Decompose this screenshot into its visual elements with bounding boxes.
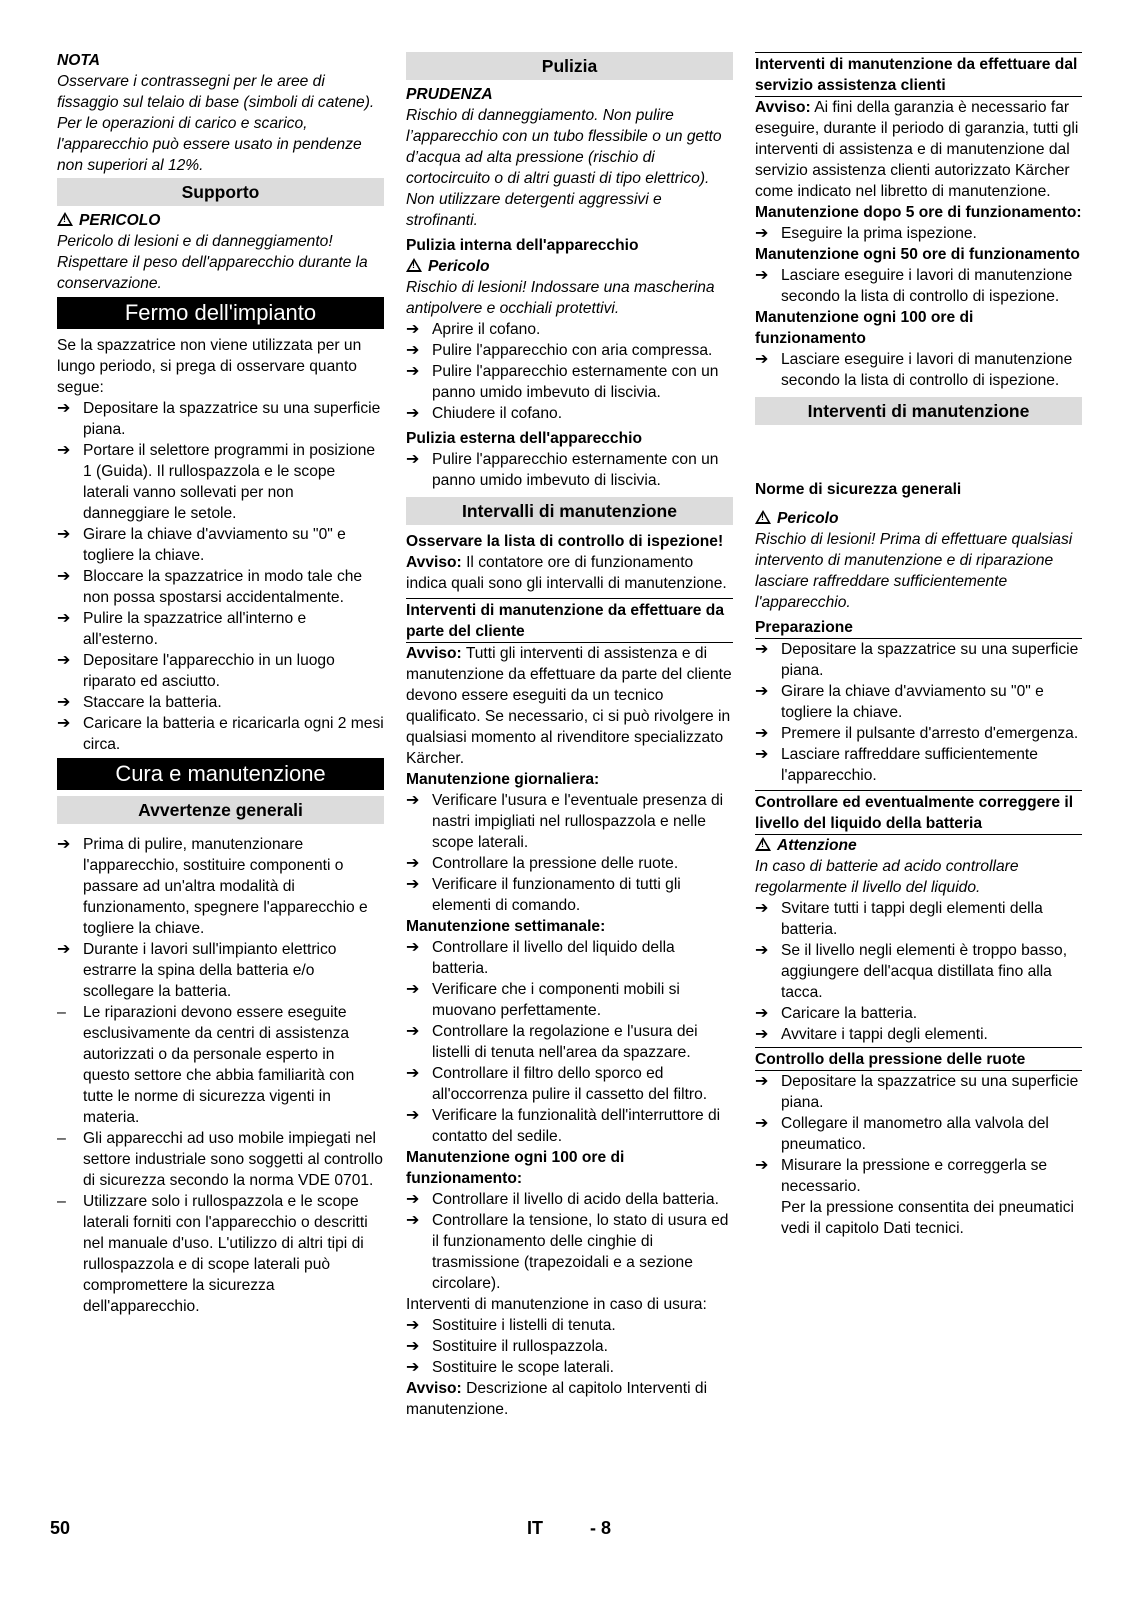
list-item: ➔ Durante i lavori sull'impianto elettrico estrarre la spina della batteria e/o scollegare la batteria.	[57, 941, 337, 1000]
avviso-2: Avviso: Tutti gli interventi di assistenza e di manutenzione da effettuare da parte del cliente devono essere eseguiti da un tecnico qualificato. Se necessario, ci si può rivolgere in qualsiasi momento al rivenditore specializzato Kärcher.	[406, 645, 732, 767]
avviso-3: Avviso: Descrizione al capitolo Interventi di manutenzione.	[406, 1380, 708, 1418]
list-item: ➔ Pulire l'apparecchio esternamente con un panno umido imbevuto di liscivia.	[406, 363, 719, 401]
chapter-heading-fermo: Fermo dell'impianto	[57, 297, 384, 329]
ore50-heading: Manutenzione ogni 50 ore di funzionamento	[755, 246, 1080, 263]
list-item: ➔ Caricare la batteria e ricaricarla ogni 2 mesi circa.	[57, 715, 384, 753]
list-item: ➔ Girare la chiave d'avviamento su "0" e togliere la chiave.	[57, 526, 346, 564]
arrow-icon: ➔	[406, 981, 420, 998]
warning-triangle-icon	[57, 212, 73, 226]
ore100-steps	[755, 349, 1082, 391]
list-item: ➔ Sostituire il rullospazzola.	[406, 1338, 608, 1355]
arrow-icon: ➔	[57, 694, 71, 711]
norme-warning-label: Pericolo	[777, 510, 839, 527]
esterna-steps	[406, 449, 733, 491]
ruote-steps	[755, 1071, 1082, 1197]
preparazione-heading: Preparazione	[755, 617, 1082, 639]
list-item: ➔ Staccare la batteria.	[57, 694, 222, 711]
attenzione-label: Attenzione	[777, 837, 857, 854]
list-item: ➔ Misurare la pressione e correggerla se necessario.	[755, 1157, 1048, 1195]
ore100-heading: Manutenzione ogni 100 ore di funzionamento	[755, 309, 974, 347]
norme-warning-text: Rischio di lesioni! Prima di effettuare qualsiasi intervento di manutenzione e di riparazione lasciare raffreddare sufficientemente l'apparecchio.	[755, 531, 1073, 611]
spacer	[755, 429, 1082, 475]
list-item: ➔ Controllare la pressione delle ruote.	[406, 855, 679, 872]
servizio-avviso: Avviso: Ai fini della garanzia è necessario far eseguire, durante il periodo di garanzia, tutti gli interventi di assistenza e di manutenzione dal servizio assistenza clienti autorizzato Kärcher come indicato nel libretto di manutenzione.	[755, 99, 1079, 200]
arrow-icon: ➔	[406, 876, 420, 893]
list-item: ➔ Chiudere il cofano.	[406, 405, 563, 422]
usura-steps	[406, 1315, 733, 1378]
esterna-heading: Pulizia esterna dell'apparecchio	[406, 430, 642, 447]
warning-triangle-icon	[406, 258, 422, 272]
fermo-intro: Se la spazzatrice non viene utilizzata per un lungo periodo, si prega di osservare quanto segue:	[57, 337, 362, 396]
arrow-icon: ➔	[406, 405, 420, 422]
arrow-icon: ➔	[406, 1317, 420, 1334]
arrow-icon: ➔	[406, 363, 420, 380]
page-number: 50	[50, 1518, 71, 1538]
preparazione-steps	[755, 639, 1082, 786]
dash-marker: –	[57, 1004, 66, 1021]
arrow-icon: ➔	[406, 1065, 420, 1082]
osservare-heading: Osservare la lista di controllo di ispezione!	[406, 533, 724, 550]
section-heading-interventi: Interventi di manutenzione	[755, 397, 1082, 425]
ore100-steps	[406, 1189, 733, 1294]
list-item: ➔ Controllare la tensione, lo stato di usura ed il funzionamento delle cinghie di trasmissione (trapezoidali e a sezione circolare).	[406, 1212, 729, 1292]
arrow-icon: ➔	[755, 725, 769, 742]
arrow-icon: ➔	[406, 1359, 420, 1376]
prudenza-text-2: Non utilizzare detergenti aggressivi e strofinanti.	[406, 191, 662, 229]
arrow-icon: ➔	[406, 451, 420, 468]
ore50-steps	[755, 265, 1082, 307]
ruote-heading: Controllo della pressione delle ruote	[755, 1047, 1082, 1071]
list-item: ➔ Controllare il filtro dello sporco ed all'occorrenza pulire il cassetto del filtro.	[406, 1065, 708, 1103]
arrow-icon: ➔	[755, 900, 769, 917]
list-item: ➔ Depositare la spazzatrice su una superficie piana.	[755, 641, 1079, 679]
list-item: ➔ Depositare la spazzatrice su una superficie piana.	[755, 1073, 1079, 1111]
list-item: ➔ Controllare la regolazione e l'usura dei listelli di tenuta nell'area da spazzare.	[406, 1023, 698, 1061]
arrow-icon: ➔	[57, 836, 71, 853]
arrow-icon: ➔	[755, 683, 769, 700]
arrow-icon: ➔	[406, 342, 420, 359]
giornaliera-heading: Manutenzione giornaliera:	[406, 771, 600, 788]
giornaliera-steps	[406, 790, 733, 916]
list-item: ➔ Sostituire i listelli di tenuta.	[406, 1317, 616, 1334]
arrow-icon: ➔	[406, 939, 420, 956]
arrow-icon: ➔	[755, 225, 769, 242]
arrow-icon: ➔	[57, 715, 71, 732]
cliente-heading: Interventi di manutenzione da effettuare da parte del cliente	[406, 598, 733, 643]
attenzione-warning	[755, 835, 1082, 856]
list-item: ➔ Lasciare eseguire i lavori di manutenzione secondo la lista di controllo di ispezione.	[755, 267, 1073, 305]
arrow-icon: ➔	[57, 442, 71, 459]
list-item: ➔ Caricare la batteria.	[755, 1005, 918, 1022]
attenzione-text: In caso di batterie ad acido controllare regolarmente il livello del liquido.	[755, 858, 1019, 896]
arrow-icon: ➔	[406, 1338, 420, 1355]
arrow-icon: ➔	[755, 942, 769, 959]
list-item: ➔ Portare il selettore programmi in posizione 1 (Guida). Il rullospazzola e le scope laterali vanno sollevati per non danneggiare le setole.	[57, 442, 376, 522]
section-heading-intervalli: Intervalli di manutenzione	[406, 497, 733, 525]
arrow-icon: ➔	[57, 941, 71, 958]
list-item: ➔ Pulire l'apparecchio esternamente con un panno umido imbevuto di liscivia.	[406, 451, 719, 489]
nota-text: Osservare i contrassegni per le aree di fissaggio sul telaio di base (simboli di catene). Per le operazioni di carico e scarico, l'apparecchio può essere usato in pendenze non superiori al 12%.	[57, 73, 375, 174]
list-item: ➔ Se il livello negli elementi è troppo basso, aggiungere dell'acqua distillata fino alla tacca.	[755, 942, 1068, 1001]
pericolo-warning	[57, 210, 384, 231]
list-item: ➔ Verificare la funzionalità dell'interruttore di contatto del sedile.	[406, 1107, 721, 1145]
arrow-icon: ➔	[406, 1023, 420, 1040]
arrow-icon: ➔	[57, 526, 71, 543]
list-item: ➔ Aprire il cofano.	[406, 321, 541, 338]
list-item: – Gli apparecchi ad uso mobile impiegati nel settore industriale sono soggetti al controllo di sicurezza secondo la norma VDE 0701.	[57, 1130, 383, 1189]
batteria-heading: Controllare ed eventualmente correggere il livello del liquido della batteria	[755, 790, 1082, 835]
arrow-icon: ➔	[755, 1115, 769, 1132]
list-item: ➔ Verificare che i componenti mobili si muovano perfettamente.	[406, 981, 680, 1019]
arrow-icon: ➔	[406, 855, 420, 872]
warning-triangle-icon	[755, 510, 771, 524]
settimanale-steps	[406, 937, 733, 1147]
list-item: ➔ Bloccare la spazzatrice in modo tale che non possa spostarsi accidentalmente.	[57, 568, 363, 606]
column-right	[755, 50, 1082, 1239]
settimanale-heading: Manutenzione settimanale:	[406, 918, 606, 935]
arrow-icon: ➔	[406, 321, 420, 338]
warning-triangle-icon	[755, 837, 771, 851]
section-heading-supporto: Supporto	[57, 178, 384, 206]
sub-page-number: - 8	[590, 1518, 612, 1538]
list-item: ➔ Svitare tutti i tappi degli elementi della batteria.	[755, 900, 1043, 938]
list-item: ➔ Avvitare i tappi degli elementi.	[755, 1026, 988, 1043]
list-item: ➔ Premere il pulsante d'arresto d'emergenza.	[755, 725, 1079, 742]
list-item: ➔ Controllare il livello di acido della batteria.	[406, 1191, 719, 1208]
arrow-icon: ➔	[755, 267, 769, 284]
list-item: ➔ Lasciare raffreddare sufficientemente l'apparecchio.	[755, 746, 1038, 784]
list-item: ➔ Depositare la spazzatrice su una superficie piana.	[57, 400, 381, 438]
list-item: ➔ Depositare l'apparecchio in un luogo riparato ed asciutto.	[57, 652, 335, 690]
avviso-1: Avviso: Il contatore ore di funzionamento indica quali sono gli intervalli di manutenzione.	[406, 554, 727, 592]
interna-warning-label: Pericolo	[428, 258, 490, 275]
arrow-icon: ➔	[57, 610, 71, 627]
avvertenze-list	[57, 834, 384, 1317]
ruote-note: Per la pressione consentita dei pneumatici vedi il capitolo Dati tecnici.	[781, 1199, 1074, 1237]
list-item: ➔ Eseguire la prima ispezione.	[755, 225, 977, 242]
norme-heading: Norme di sicurezza generali	[755, 481, 962, 498]
language-code: IT	[527, 1518, 543, 1538]
prudenza-title: PRUDENZA	[406, 86, 493, 103]
list-item: ➔ Pulire l'apparecchio con aria compressa.	[406, 342, 713, 359]
arrow-icon: ➔	[57, 568, 71, 585]
interna-steps	[406, 319, 733, 424]
list-item: ➔ Pulire la spazzatrice all'interno e all'esterno.	[57, 610, 307, 648]
arrow-icon: ➔	[755, 1157, 769, 1174]
prudenza-text: Rischio di danneggiamento. Non pulire l’apparecchio con un tubo flessibile o un getto d’acqua ad alta pressione (rischio di cortocircuito o di altri guasti di tipo elettrico).	[406, 107, 722, 187]
ore5-heading: Manutenzione dopo 5 ore di funzionamento:	[755, 204, 1082, 221]
chapter-heading-cura: Cura e manutenzione	[57, 758, 384, 790]
arrow-icon: ➔	[755, 746, 769, 763]
arrow-icon: ➔	[755, 351, 769, 368]
interna-warning-text: Rischio di lesioni! Indossare una mascherina antipolvere e occhiali protettivi.	[406, 279, 715, 317]
list-item: ➔ Collegare il manometro alla valvola del pneumatico.	[755, 1115, 1049, 1153]
dash-marker: –	[57, 1130, 66, 1147]
usura-text: Interventi di manutenzione in caso di usura:	[406, 1296, 707, 1313]
norme-warning	[755, 508, 1082, 529]
arrow-icon: ➔	[406, 1107, 420, 1124]
arrow-icon: ➔	[755, 641, 769, 658]
arrow-icon: ➔	[755, 1073, 769, 1090]
list-item: ➔ Sostituire le scope laterali.	[406, 1359, 615, 1376]
list-item: ➔ Girare la chiave d'avviamento su "0" e togliere la chiave.	[755, 683, 1044, 721]
fermo-steps	[57, 398, 384, 755]
arrow-icon: ➔	[406, 1191, 420, 1208]
arrow-icon: ➔	[755, 1026, 769, 1043]
ore100-heading: Manutenzione ogni 100 ore di funzionamento:	[406, 1149, 625, 1187]
interna-heading: Pulizia interna dell'apparecchio	[406, 237, 639, 254]
list-item: – Le riparazioni devono essere eseguite esclusivamente da centri di assistenza autorizzati o da personale esperto in questo settore che abbia familiarità con tutte le norme di sicurezza vigenti in materia.	[57, 1004, 355, 1126]
arrow-icon: ➔	[406, 1212, 420, 1229]
nota-title: NOTA	[57, 52, 101, 69]
list-item: ➔ Lasciare eseguire i lavori di manutenzione secondo la lista di controllo di ispezione.	[755, 351, 1073, 389]
arrow-icon: ➔	[57, 400, 71, 417]
list-item: ➔ Verificare il funzionamento di tutti gli elementi di comando.	[406, 876, 681, 914]
arrow-icon: ➔	[755, 1005, 769, 1022]
column-left	[57, 50, 384, 1317]
list-item: ➔ Controllare il livello del liquido della batteria.	[406, 939, 675, 977]
pericolo-label: PERICOLO	[79, 212, 161, 229]
servizio-heading: Interventi di manutenzione da effettuare dal servizio assistenza clienti	[755, 52, 1082, 97]
batteria-steps	[755, 898, 1082, 1045]
arrow-icon: ➔	[57, 652, 71, 669]
dash-marker: –	[57, 1193, 66, 1210]
section-heading-avvertenze: Avvertenze generali	[57, 796, 384, 824]
list-item: – Utilizzare solo i rullospazzola e le scope laterali forniti con l'apparecchio o descritti nel manuale d'uso. L'utilizzo di altri tipi di rullospazzola e di scope laterali può compromettere la sicurezza dell'apparecchio.	[57, 1193, 368, 1315]
section-heading-pulizia: Pulizia	[406, 52, 733, 80]
interna-warning	[406, 256, 733, 277]
list-item: ➔ Verificare l'usura e l'eventuale presenza di nastri impigliati nel rullospazzola e nelle scope laterali.	[406, 792, 724, 851]
list-item: ➔ Prima di pulire, manutenzionare l'apparecchio, sostituire componenti o passare ad un'altra modalità di funzionamento, spegnere l'apparecchio e togliere la chiave.	[57, 836, 368, 937]
column-middle	[406, 50, 733, 1420]
arrow-icon: ➔	[406, 792, 420, 809]
ore5-steps	[755, 223, 1082, 244]
pericolo-text: Pericolo di lesioni e di danneggiamento! Rispettare il peso dell'apparecchio durante la conservazione.	[57, 233, 368, 292]
